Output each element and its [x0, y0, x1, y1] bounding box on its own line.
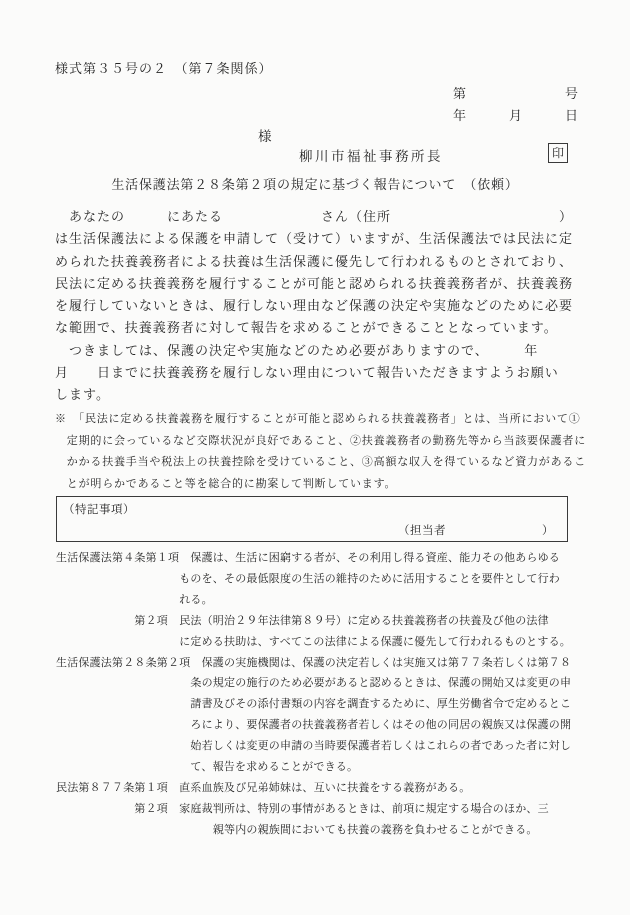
- special-notes-box: [56, 496, 568, 542]
- body-line: あなたの にあたる さん（住所 ）: [55, 209, 574, 224]
- legal-references: [56, 548, 571, 841]
- document-number-line: 第 号: [453, 86, 580, 101]
- document-title: 生活保護法第２８条第２項の規定に基づく報告について （依頼）: [111, 177, 519, 192]
- reference-line: れる。: [56, 593, 213, 606]
- addressee-honorific: 様: [258, 129, 272, 144]
- seal-stamp: [548, 143, 568, 163]
- reference-line: 始若しくは変更の申請の当時要保護者若しくはこれらの者であった者に対し: [56, 740, 572, 753]
- reference-line: 第２項 家庭裁判所は、特別の事情があるときは、前項に規定する場合のほか、三: [56, 802, 549, 815]
- reference-line: ものを、その最低限度の生活の維持のために活用することを要件として行わ: [56, 572, 560, 585]
- reference-line: 第２項 民法（明治２９年法律第８９号）に定める扶養義務者の扶養及び他の法律: [56, 614, 549, 627]
- reference-line: 条の規定の施行のため必要があると認めるときは、保護の開始又は変更の申: [56, 677, 572, 690]
- form-number: 様式第３５号の２ （第７条関係）: [55, 61, 273, 76]
- note-line: とが明らかであること等を総合的に勘案して判断しています。: [55, 477, 397, 490]
- body-line: つきましては、保護の決定や実施などのため必要がありますので、 年: [55, 342, 539, 358]
- reference-line: ろにより、要保護者の扶養義務者若しくはその他の同居の親族又は保護の開: [56, 719, 572, 732]
- note-line: 定期的に会っているなど交際状況が良好であること、②扶養義務者の勤務先等から当該要保護者に: [55, 434, 586, 447]
- body-line: められた扶養義務者による扶養は生活保護に優先して行われるものとされており、: [55, 253, 574, 269]
- body-line: します。: [55, 387, 110, 403]
- special-notes-label: （特記事項）: [63, 504, 135, 516]
- reference-line: 親等内の親族間においても扶養の義務を負わせることができる。: [56, 823, 538, 836]
- reference-line: 請書及びその添付書類の内容を調査するために、厚生労働省令で定めるとこ: [56, 698, 572, 711]
- body-paragraph: [55, 206, 573, 407]
- reference-line: に定める扶助は、すべてこの法律による保護に優先して行われるものとする。: [56, 635, 571, 648]
- date-line: 年 月 日: [453, 108, 580, 123]
- body-line: を履行していないときは、履行しない理由など保護の決定や実施などのために必要: [55, 298, 574, 314]
- body-line: は生活保護法による保護を申請して（受けて）いますが、生活保護法では民法に定: [55, 231, 574, 247]
- staff-in-charge-line: （担当者 ）: [398, 525, 554, 537]
- reference-line: 民法第８７７条第１項 直系血族及び兄弟姉妹は、互いに扶養をする義務がある。: [56, 781, 471, 794]
- body-line: な範囲で、扶養義務者に対して報告を求めることができることとなっています。: [55, 320, 558, 336]
- note-line: ※ 「民法に定める扶養義務を履行することが可能と認められる扶養義務者」とは、当所において①: [55, 413, 581, 425]
- sender-title: 柳川市福祉事務所長: [299, 149, 443, 164]
- note-section: [55, 409, 586, 495]
- body-line: 民法に定める扶養義務を履行することが可能と認められる扶養義務者が、扶養義務: [55, 275, 574, 291]
- reference-line: て、報告を求めることができる。: [56, 761, 359, 774]
- body-line: 月 日までに扶養義務を履行しない理由について報告いただきますようお願い: [55, 365, 559, 381]
- reference-line: 生活保護法第２８条第２項 保護の実施機関は、保護の決定若しくは実施又は第７７条若しくは第７８: [56, 656, 572, 669]
- note-line: かかる扶養手当や税法上の扶養控除を受けていること、③高額な収入を得ているなど資力があるこ: [55, 456, 586, 468]
- reference-line: 生活保護法第４条第１項 保護は、生活に困窮する者が、その利用し得る資産、能力その他あらゆる: [56, 552, 560, 564]
- seal-label: 印: [551, 146, 564, 160]
